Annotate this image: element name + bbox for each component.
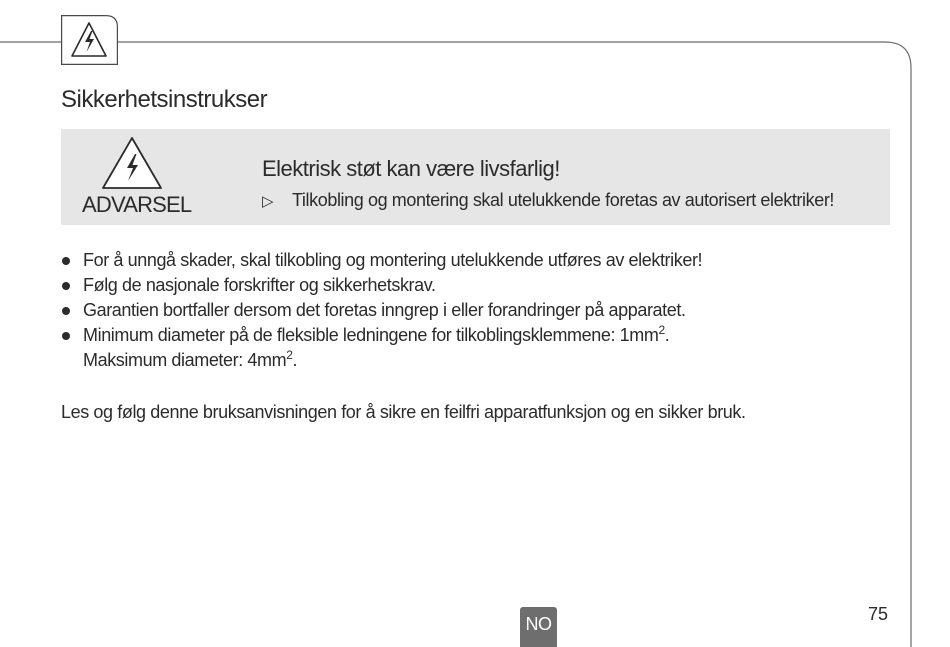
- warning-box: [61, 129, 890, 225]
- min-diameter-text: Minimum diameter på de fleksible ledningene for tilkoblingsklemmene: 1mm: [83, 325, 659, 345]
- list-item: Garantien bortfaller dersom det foretas inngrep i eller forandringer på apparatet.: [61, 298, 702, 323]
- list-item: Følg de nasjonale forskrifter og sikkerhetskrav.: [61, 273, 702, 298]
- usage-note: Les og følg denne bruksanvisningen for å sikre en feilfri apparatfunksjon og en sikker bruk.: [61, 402, 746, 422]
- period: .: [664, 325, 670, 345]
- list-item-diameter: [61, 323, 702, 373]
- warning-headline: Elektrisk støt kan være livsfarlig!: [262, 156, 560, 181]
- language-tab: NO: [520, 607, 557, 647]
- warning-item: [262, 190, 834, 211]
- warning-label: ADVARSEL: [82, 192, 192, 217]
- exponent: 2: [286, 348, 293, 362]
- list-item: For å unngå skader, skal tilkobling og montering utelukkende utføres av elektriker!: [61, 248, 702, 273]
- safety-bullet-list: [61, 248, 702, 373]
- high-voltage-warning-icon: [101, 135, 163, 191]
- exponent: 2: [658, 323, 665, 337]
- triangle-arrow-icon: ▷: [262, 193, 274, 210]
- electric-hazard-icon: [61, 15, 118, 65]
- period: .: [292, 350, 298, 370]
- warning-item-text: Tilkobling og montering skal utelukkende foretas av autorisert elektriker!: [292, 190, 835, 210]
- page-number: 75: [868, 604, 889, 624]
- page-title: Sikkerhetsinstrukser: [61, 86, 268, 113]
- max-diameter-text: Maksimum diameter: 4mm: [83, 350, 287, 370]
